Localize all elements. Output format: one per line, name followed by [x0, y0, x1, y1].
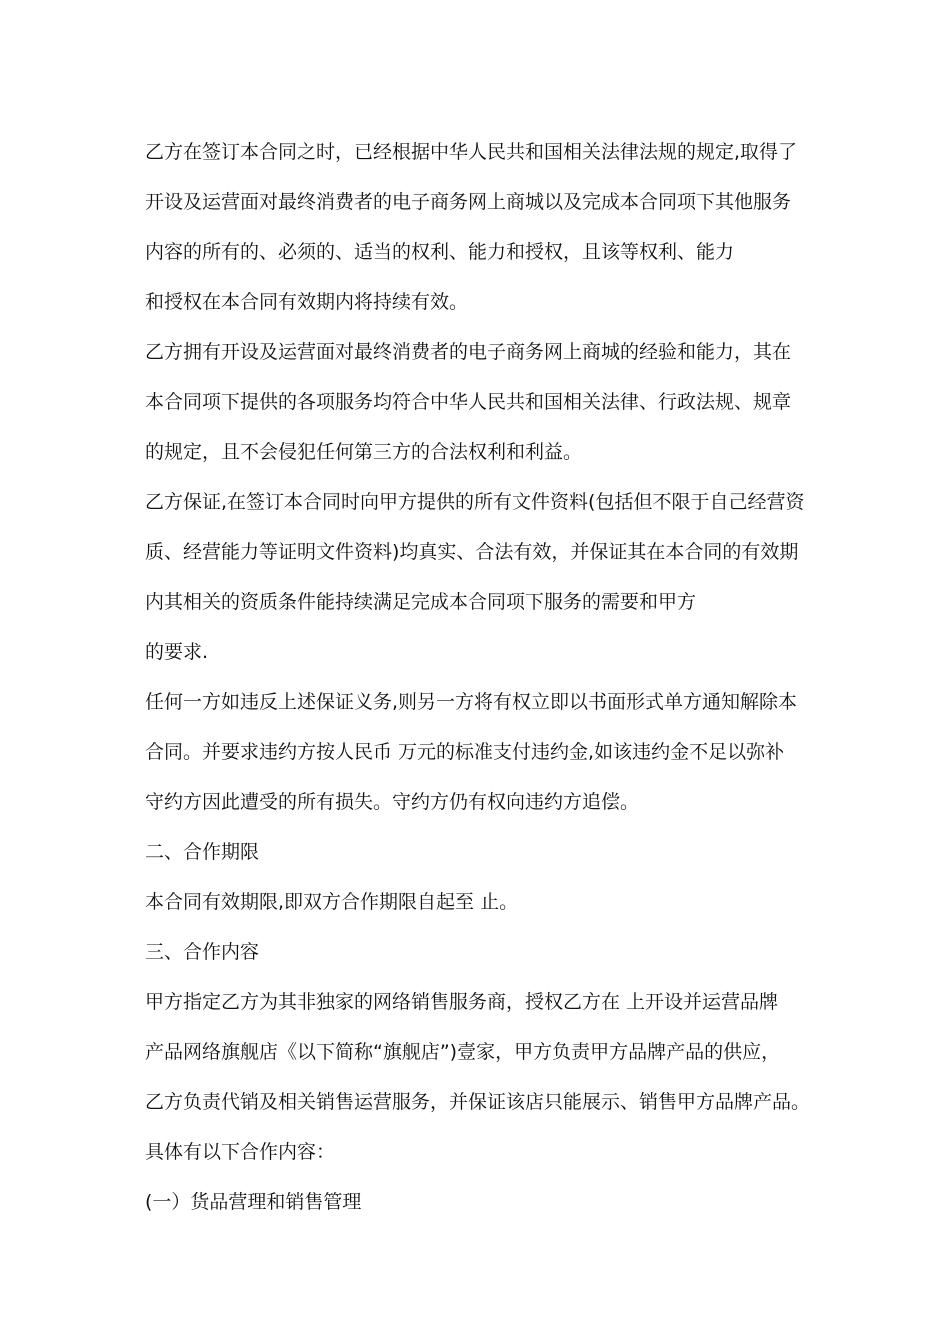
paragraph-line: 的规定，且不会侵犯任何第三方的合法权利和利益。: [145, 441, 583, 463]
paragraph-line: 质、经营能力等证明文件资料)均真实、合法有效，并保证其在本合同的有效期: [145, 541, 799, 563]
subsection-heading: (一）货品营理和销售管理: [145, 1191, 362, 1213]
paragraph-line: 本合同有效期限,即双方合作期限自起至 止。: [145, 891, 519, 913]
paragraph-line: 守约方因此遭受的所有损失。守约方仍有权向违约方追偿。: [145, 791, 640, 813]
paragraph-line: 开设及运营面对最终消费者的电子商务网上商城以及完成本合同项下其他服务: [145, 191, 792, 213]
paragraph-line: 具体有以下合作内容：: [145, 1141, 336, 1163]
paragraph-line: 内容的所有的、必须的、适当的权利、能力和授权，且该等权利、能力: [145, 241, 735, 263]
paragraph-line: 本合同项下提供的各项服务均符合中华人民共和国相关法律、行政法规、规章: [145, 391, 792, 413]
paragraph-line: 的要求.: [145, 641, 209, 663]
paragraph-line: 乙方在签订本合同之时，已经根据中华人民共和国相关法律法规的规定,取得了: [145, 141, 798, 163]
paragraph-line: 乙方负责代销及相关销售运营服务，并保证该店只能展示、销售甲方品牌产品。: [145, 1091, 811, 1113]
paragraph-line: 产品网络旗舰店《以下简称“旗舰店”)壹家，甲方负责甲方品牌产品的供应，: [145, 1041, 781, 1063]
section-heading: 三、合作内容: [145, 941, 260, 963]
paragraph-line: 甲方指定乙方为其非独家的网络销售服务商，授权乙方在 上开设并运营品牌: [145, 991, 779, 1013]
section-heading: 二、合作期限: [145, 841, 260, 863]
paragraph-line: 和授权在本合同有效期内将持续有效。: [145, 291, 469, 313]
paragraph-line: 乙方保证,在签订本合同时向甲方提供的所有文件资料(包括但不限于自己经营资: [145, 491, 805, 513]
paragraph-line: 任何一方如违反上述保证义务,则另一方将有权立即以书面形式单方通知解除本: [145, 691, 798, 713]
paragraph-line: 乙方拥有开设及运营面对最终消费者的电子商务网上商城的经验和能力，其在: [145, 341, 792, 363]
paragraph-line: 合同。并要求违约方按人民币 万元的标准支付违约金,如该违约金不足以弥补: [145, 741, 785, 763]
paragraph-line: 内其相关的资质条件能持续满足完成本合同项下服务的需要和甲方: [145, 591, 697, 613]
document-body: [145, 130, 825, 1230]
